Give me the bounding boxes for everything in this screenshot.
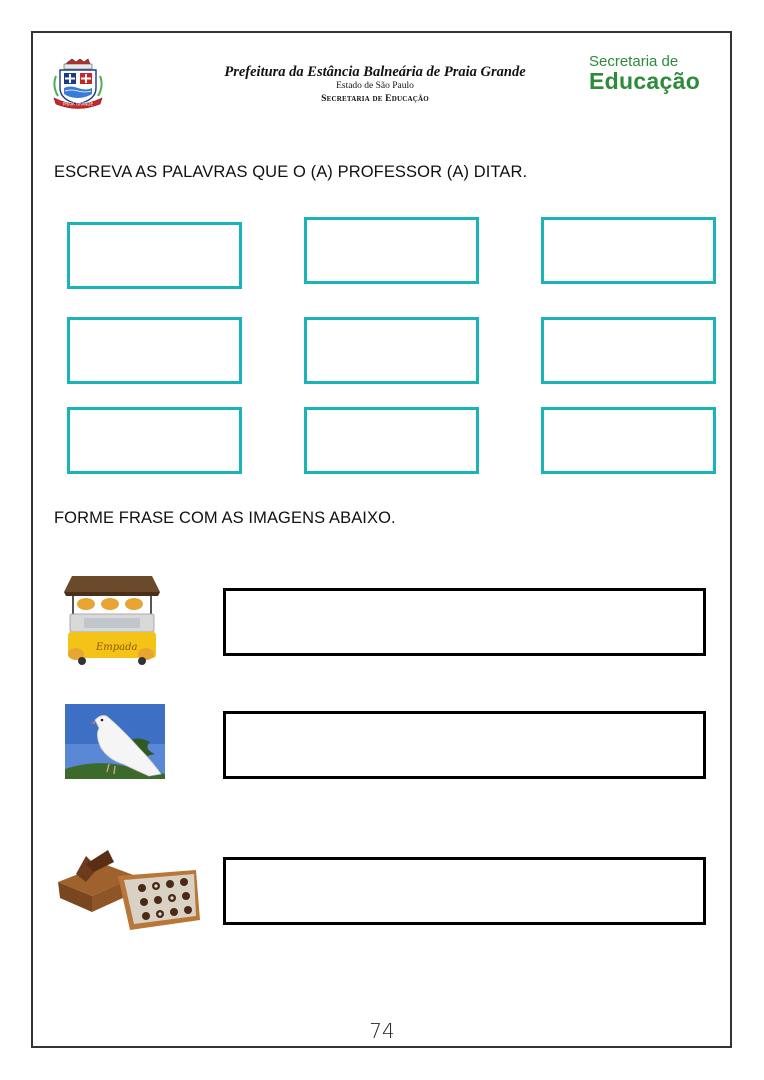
word-answer-box[interactable] (67, 407, 242, 474)
crest-ribbon-text: PRAIA GRANDE (62, 101, 94, 107)
header-state: Estado de São Paulo (336, 81, 414, 91)
white-dove-image (65, 704, 165, 779)
sentence-answer-box[interactable] (223, 857, 706, 925)
sentence-answer-box[interactable] (223, 588, 706, 656)
logo-line-1: Secretaria de (589, 53, 679, 70)
header-department: Secretaria de Educação (321, 94, 429, 104)
page-number: 74 (369, 1019, 395, 1043)
sentence-answer-box[interactable] (223, 711, 706, 779)
dictation-instruction: ESCREVA AS PALAVRAS QUE O (A) PROFESSOR (A) DITAR. (54, 163, 528, 181)
cart-sign-text: Empada (96, 642, 138, 653)
education-secretariat-logo (589, 54, 709, 94)
logo-line-2: Educação (589, 68, 701, 94)
word-answer-box[interactable] (304, 317, 479, 384)
header-title: Prefeitura da Estância Balneária de Praia Grande (224, 64, 526, 80)
word-answer-box[interactable] (304, 217, 479, 284)
word-answer-box[interactable] (67, 317, 242, 384)
word-answer-box[interactable] (541, 317, 716, 384)
chocolate-box-image (56, 842, 202, 937)
empada-cart-image (62, 572, 162, 666)
header-text-block (180, 64, 570, 106)
city-crest-logo (50, 58, 106, 110)
word-answer-box[interactable] (541, 217, 716, 284)
word-answer-box[interactable] (304, 407, 479, 474)
word-answer-box[interactable] (541, 407, 716, 474)
word-answer-box[interactable] (67, 222, 242, 289)
sentence-instruction: FORME FRASE COM AS IMAGENS ABAIXO. (54, 509, 396, 527)
